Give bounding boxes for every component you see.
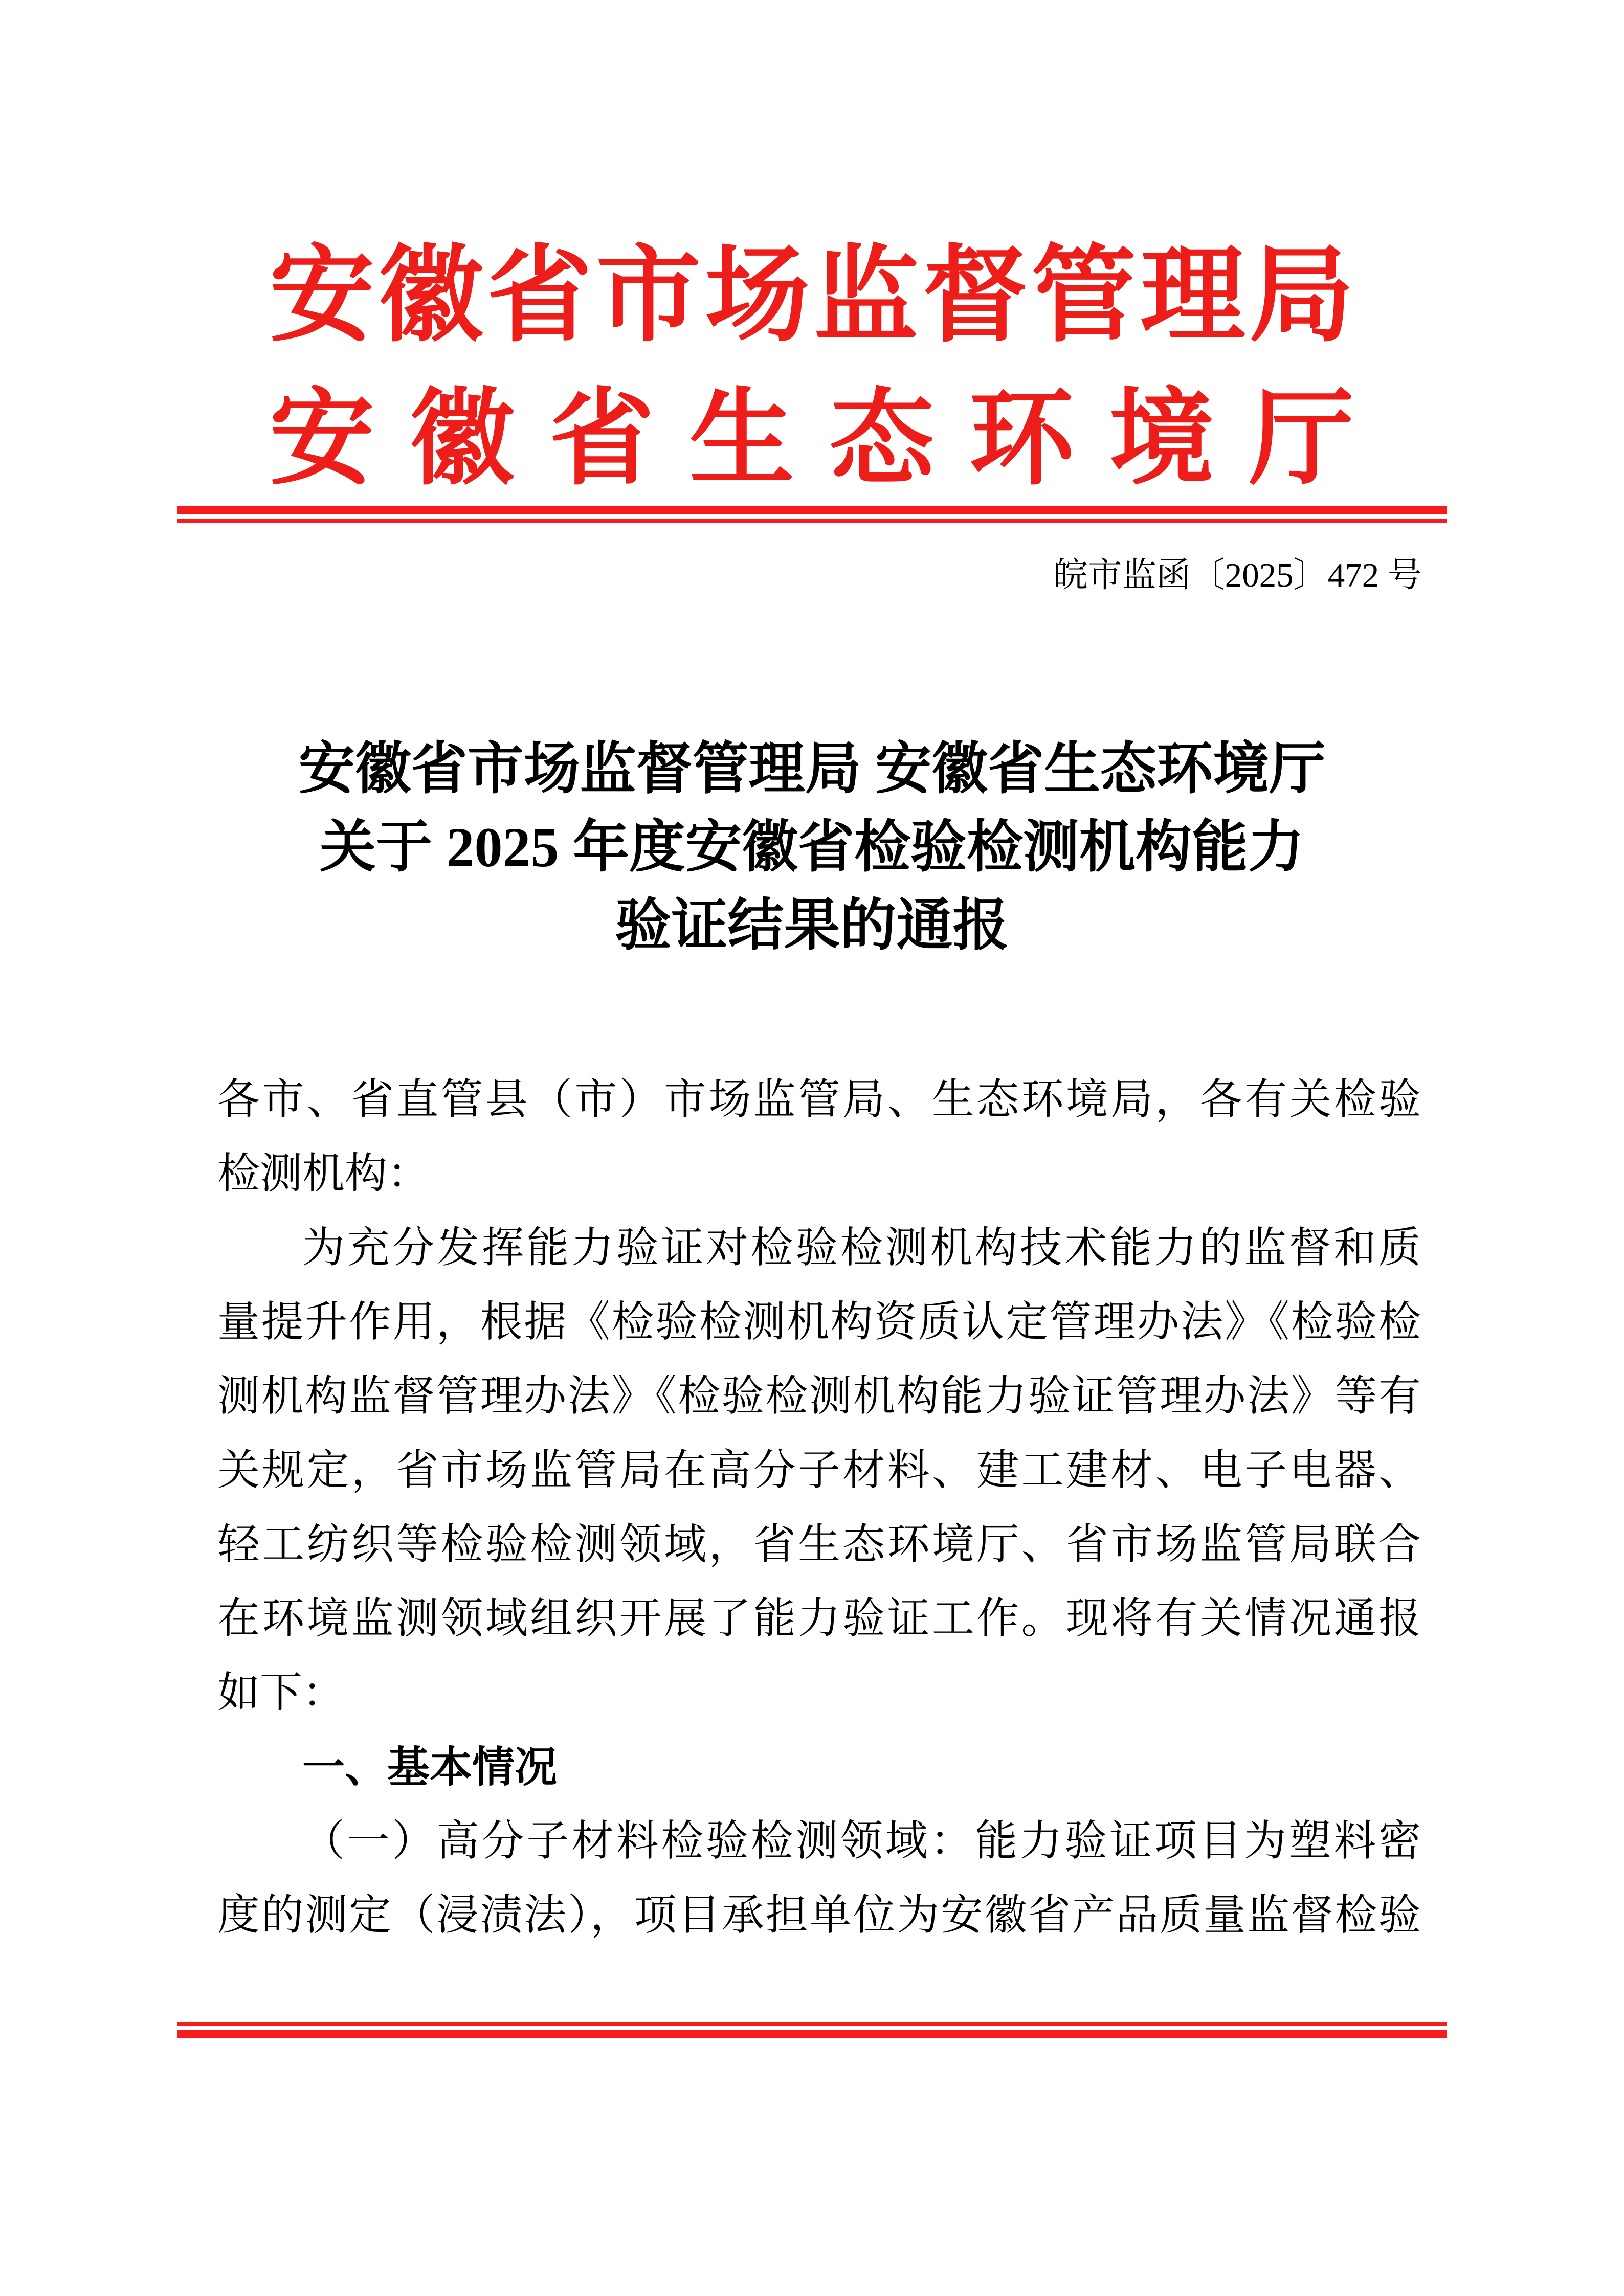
bottom-rule-thin	[177, 2022, 1447, 2026]
body-line-salutation-2: 检测机构：	[217, 1150, 430, 1197]
body-line-para1-4: 关规定，省市场监管局在高分子材料、建工建材、电子电器、	[217, 1447, 1421, 1494]
body-line-para1-3: 测机构监督管理办法》《检验检测机构能力验证管理办法》等有	[217, 1372, 1421, 1420]
title-line-2: 关于 2025 年度安徽省检验检测机构能力	[320, 816, 1304, 879]
body-line-para1-1: 为充分发挥能力验证对检验检测机构技术能力的监督和质	[302, 1224, 1421, 1271]
document-number: 皖市监函〔2025〕472 号	[1053, 556, 1422, 594]
title-line-1: 安徽省市场监督管理局 安徽省生态环境厅	[298, 738, 1326, 800]
body-line-para1-5: 轻工纺织等检验检测领域，省生态环境厅、省市场监管局联合	[217, 1521, 1421, 1568]
body-line-para1-2: 量提升作用，根据《检验检测机构资质认定管理办法》《检验检	[217, 1298, 1421, 1345]
bottom-rule-gap	[177, 2026, 1447, 2030]
letterhead-line-1: 安徽省市场监督管理局	[270, 238, 1354, 354]
title-line-3: 验证结果的通报	[615, 894, 1009, 957]
body-line-para1-7: 如下：	[217, 1669, 345, 1716]
body-line-para2-2: 度的测定（浸渍法），项目承担单位为安徽省产品质量监督检验	[217, 1892, 1421, 1939]
document-title	[177, 730, 1447, 965]
body-line-para2-1: （一）高分子材料检验检测领域：能力验证项目为塑料密	[302, 1817, 1421, 1864]
section-heading-basic-situation: 一、基本情况	[302, 1743, 557, 1791]
letterhead	[270, 225, 1354, 511]
bottom-rule-thick	[177, 2030, 1447, 2038]
top-double-rule	[177, 506, 1447, 523]
document-body	[217, 1063, 1421, 1952]
bottom-double-rule	[177, 2022, 1447, 2038]
body-line-para1-6: 在环境监测领域组织开展了能力验证工作。现将有关情况通报	[217, 1595, 1421, 1642]
top-rule-thin	[177, 519, 1447, 523]
top-rule-gap	[177, 514, 1447, 519]
letterhead-line-2: 安徽省生态环境厅	[270, 381, 1354, 498]
top-rule-thick	[177, 506, 1447, 514]
body-line-salutation-1: 各市、省直管县（市）市场监管局、生态环境局，各有关检验	[217, 1076, 1421, 1123]
